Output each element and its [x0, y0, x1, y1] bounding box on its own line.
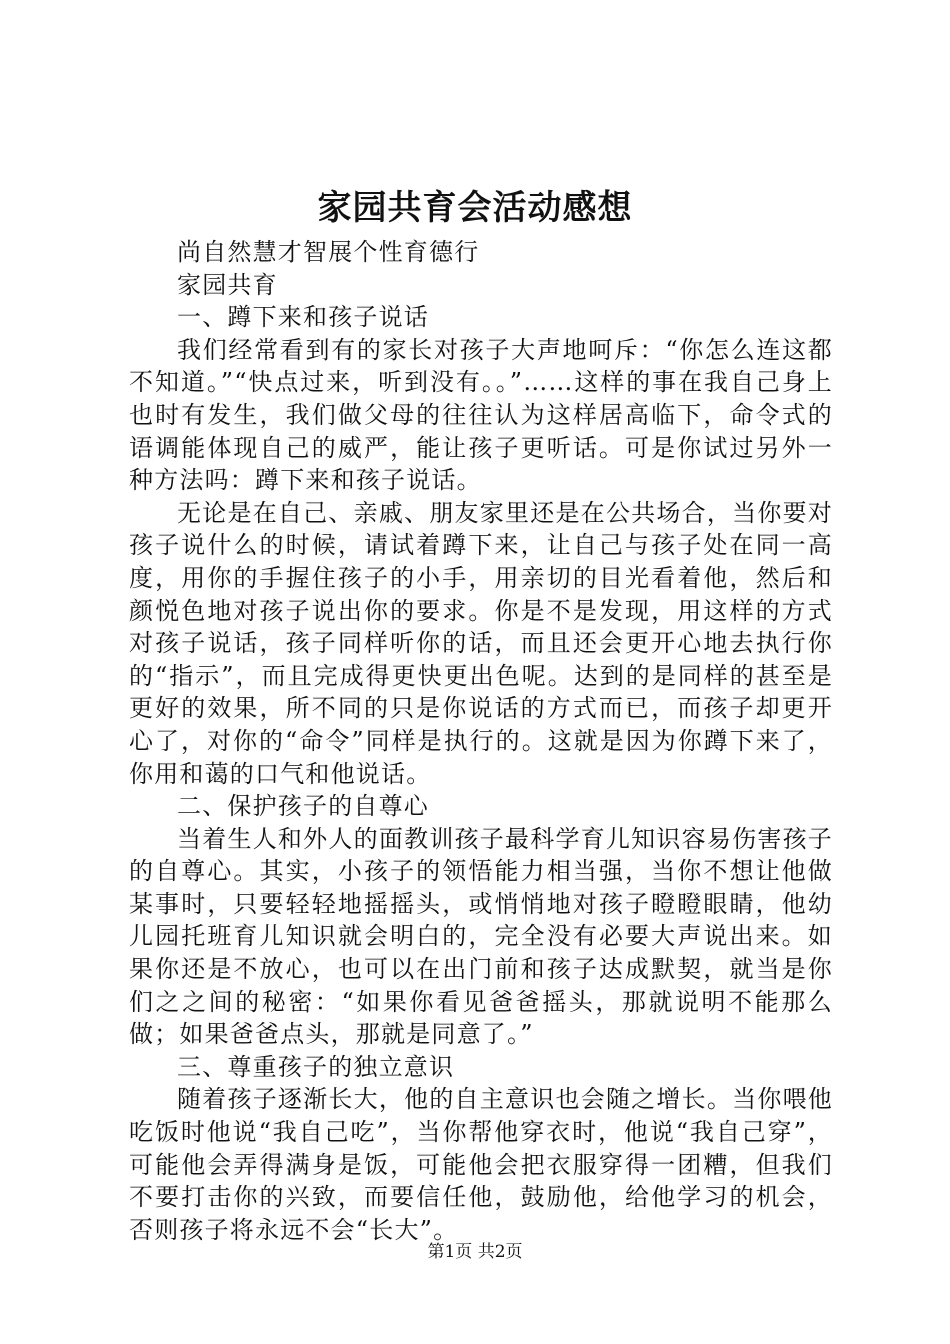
page-number-footer: 第1页 共2页: [427, 1242, 523, 1262]
body-paragraph: 无论是在自己、亲戚、朋友家里还是在公共场合，当你要对孩子说什么的时候，请试着蹲下来，让自己与孩子处在同一高度，用你的手握住孩子的小手，用亲切的目光看着他，然后和颜悦色地对孩子说出你的要求。你是不是发现，用这样的方式对孩子说话，孩子同样听你的话，而且还会更开心地去执行你的“指示”，而且完成得更快更出色呢。达到的是同样的甚至是更好的效果，所不同的只是你说话的方式而已，而孩子却更开心了，对你的“命令”同样是执行的。这就是因为你蹲下来了，你用和蔼的口气和他说话。: [129, 498, 833, 788]
subtitle-line: 尚自然慧才智展个性育德行: [177, 238, 480, 266]
body-paragraph: 随着孩子逐渐长大，他的自主意识也会随之增长。当你喂他吃饭时他说“我自己吃”，当你帮他穿衣时，他说“我自己穿”，可能他会弄得满身是饭，可能他会把衣服穿得一团糟，但我们不要打击你的兴致，而要信任他，鼓励他，给他学习的机会，否则孩子将永远不会“长大”。: [129, 1085, 833, 1244]
body-paragraph: 当着生人和外人的面教训孩子最科学育儿知识容易伤害孩子的自尊心。其实，小孩子的领悟能力相当强，当你不想让他做某事时，只要轻轻地摇摇头，或悄悄地对孩子瞪瞪眼睛，他幼儿园托班育儿知识就会明白的，完全没有必要大声说出来。如果你还是不放心，也可以在出门前和孩子达成默契，就当是你们之之间的秘密：“如果你看见爸爸摇头，那就说明不能那么做；如果爸爸点头，那就是同意了。”: [129, 824, 833, 1049]
document-title: 家园共育会活动感想: [317, 188, 633, 228]
body-paragraph: 我们经常看到有的家长对孩子大声地呵斥：“你怎么连这都不知道。”“快点过来，听到没有。。”……这样的事在我自己身上也时有发生，我们做父母的往往认为这样居高临下，命令式的语调能体现自己的威严，能让孩子更听话。可是你试过另外一种方法吗：蹲下来和孩子说话。: [129, 335, 833, 495]
section-heading: 三、尊重孩子的独立意识: [177, 1052, 455, 1081]
document-body: [129, 236, 833, 1246]
section-heading: 一、蹲下来和孩子说话: [177, 303, 429, 332]
subtitle-line: 家园共育: [177, 270, 278, 299]
section-heading: 二、保护孩子的自尊心: [177, 792, 429, 821]
